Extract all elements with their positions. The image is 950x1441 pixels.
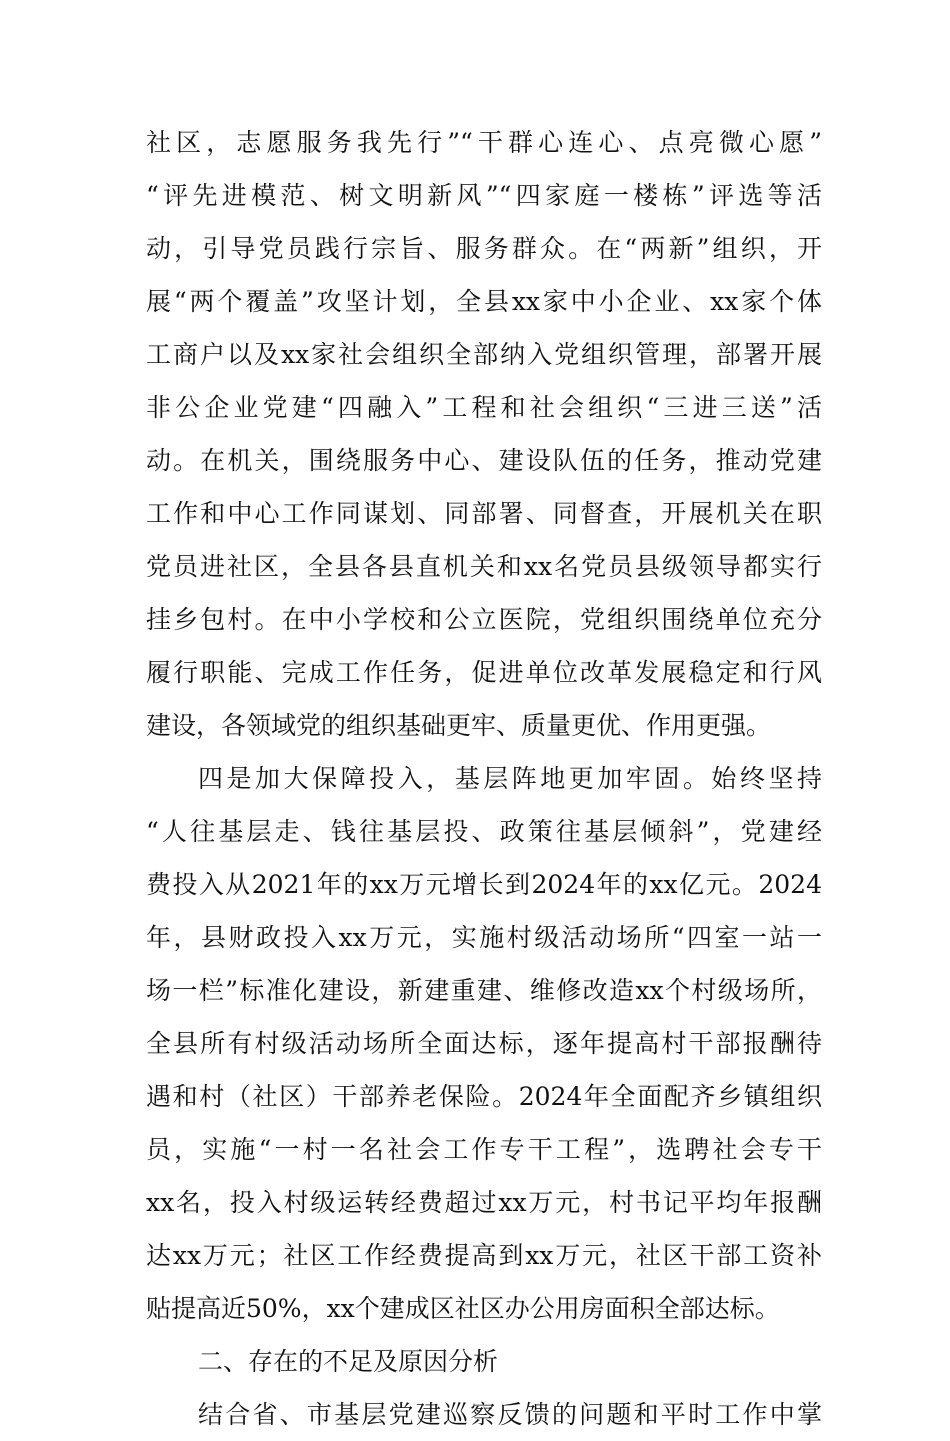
text-line: xx名，投入村级运转经费超过xx万元，村书记平均年报酬 [146,1188,822,1217]
text-line: 非公企业党建“四融入”工程和社会组织“三进三送”活 [146,393,822,422]
text-line: 挂乡包村。在中小学校和公立医院，党组织围绕单位充分 [146,605,822,634]
body-text [146,116,822,1441]
text-line: 结合省、市基层党建巡察反馈的问题和平时工作中掌 [198,1400,822,1429]
text-line: “评先进模范、树文明新风”“四家庭一楼栋”评选等活 [146,181,822,210]
text-line: 贴提高近50%，xx个建成区社区办公用房面积全部达标。 [146,1294,780,1323]
text-line: 动。在机关，围绕服务中心、建设队伍的任务，推动党建 [146,446,822,475]
text-line: 费投入从2021年的xx万元增长到2024年的xx亿元。2024 [146,870,822,899]
text-line: 遇和村（社区）干部养老保险。2024年全面配齐乡镇组织 [146,1082,822,1111]
text-line: “人往基层走、钱往基层投、政策往基层倾斜”，党建经 [146,817,822,846]
text-line: 年，县财政投入xx万元，实施村级活动场所“四室一站一 [146,923,822,952]
text-line: 场一栏”标准化建设，新建重建、维修改造xx个村级场所， [146,976,822,1005]
text-line: 工作和中心工作同谋划、同部署、同督查，开展机关在职 [146,499,822,528]
text-line: 二、存在的不足及原因分析 [198,1347,499,1376]
text-line: 全县所有村级活动场所全面达标，逐年提高村干部报酬待 [146,1029,822,1058]
text-line: 展“两个覆盖”攻坚计划，全县xx家中小企业、xx家个体 [146,287,822,316]
text-line: 建设，各领域党的组织基础更牢、质量更优、作用更强。 [146,711,772,740]
text-line: 达xx万元；社区工作经费提高到xx万元，社区干部工资补 [146,1241,822,1270]
text-line: 四是加大保障投入，基层阵地更加牢固。始终坚持 [198,764,822,793]
text-line: 动，引导党员践行宗旨、服务群众。在“两新”组织，开 [146,234,822,263]
text-line: 社区，志愿服务我先行”“干群心连心、点亮微心愿” [146,128,822,157]
text-line: 党员进社区，全县各县直机关和xx名党员县级领导都实行 [146,552,822,581]
text-line: 工商户以及xx家社会组织全部纳入党组织管理，部署开展 [146,340,822,369]
text-line: 履行职能、完成工作任务，促进单位改革发展稳定和行风 [146,658,822,687]
text-line: 员，实施“一村一名社会工作专干工程”，选聘社会专干 [146,1135,822,1164]
